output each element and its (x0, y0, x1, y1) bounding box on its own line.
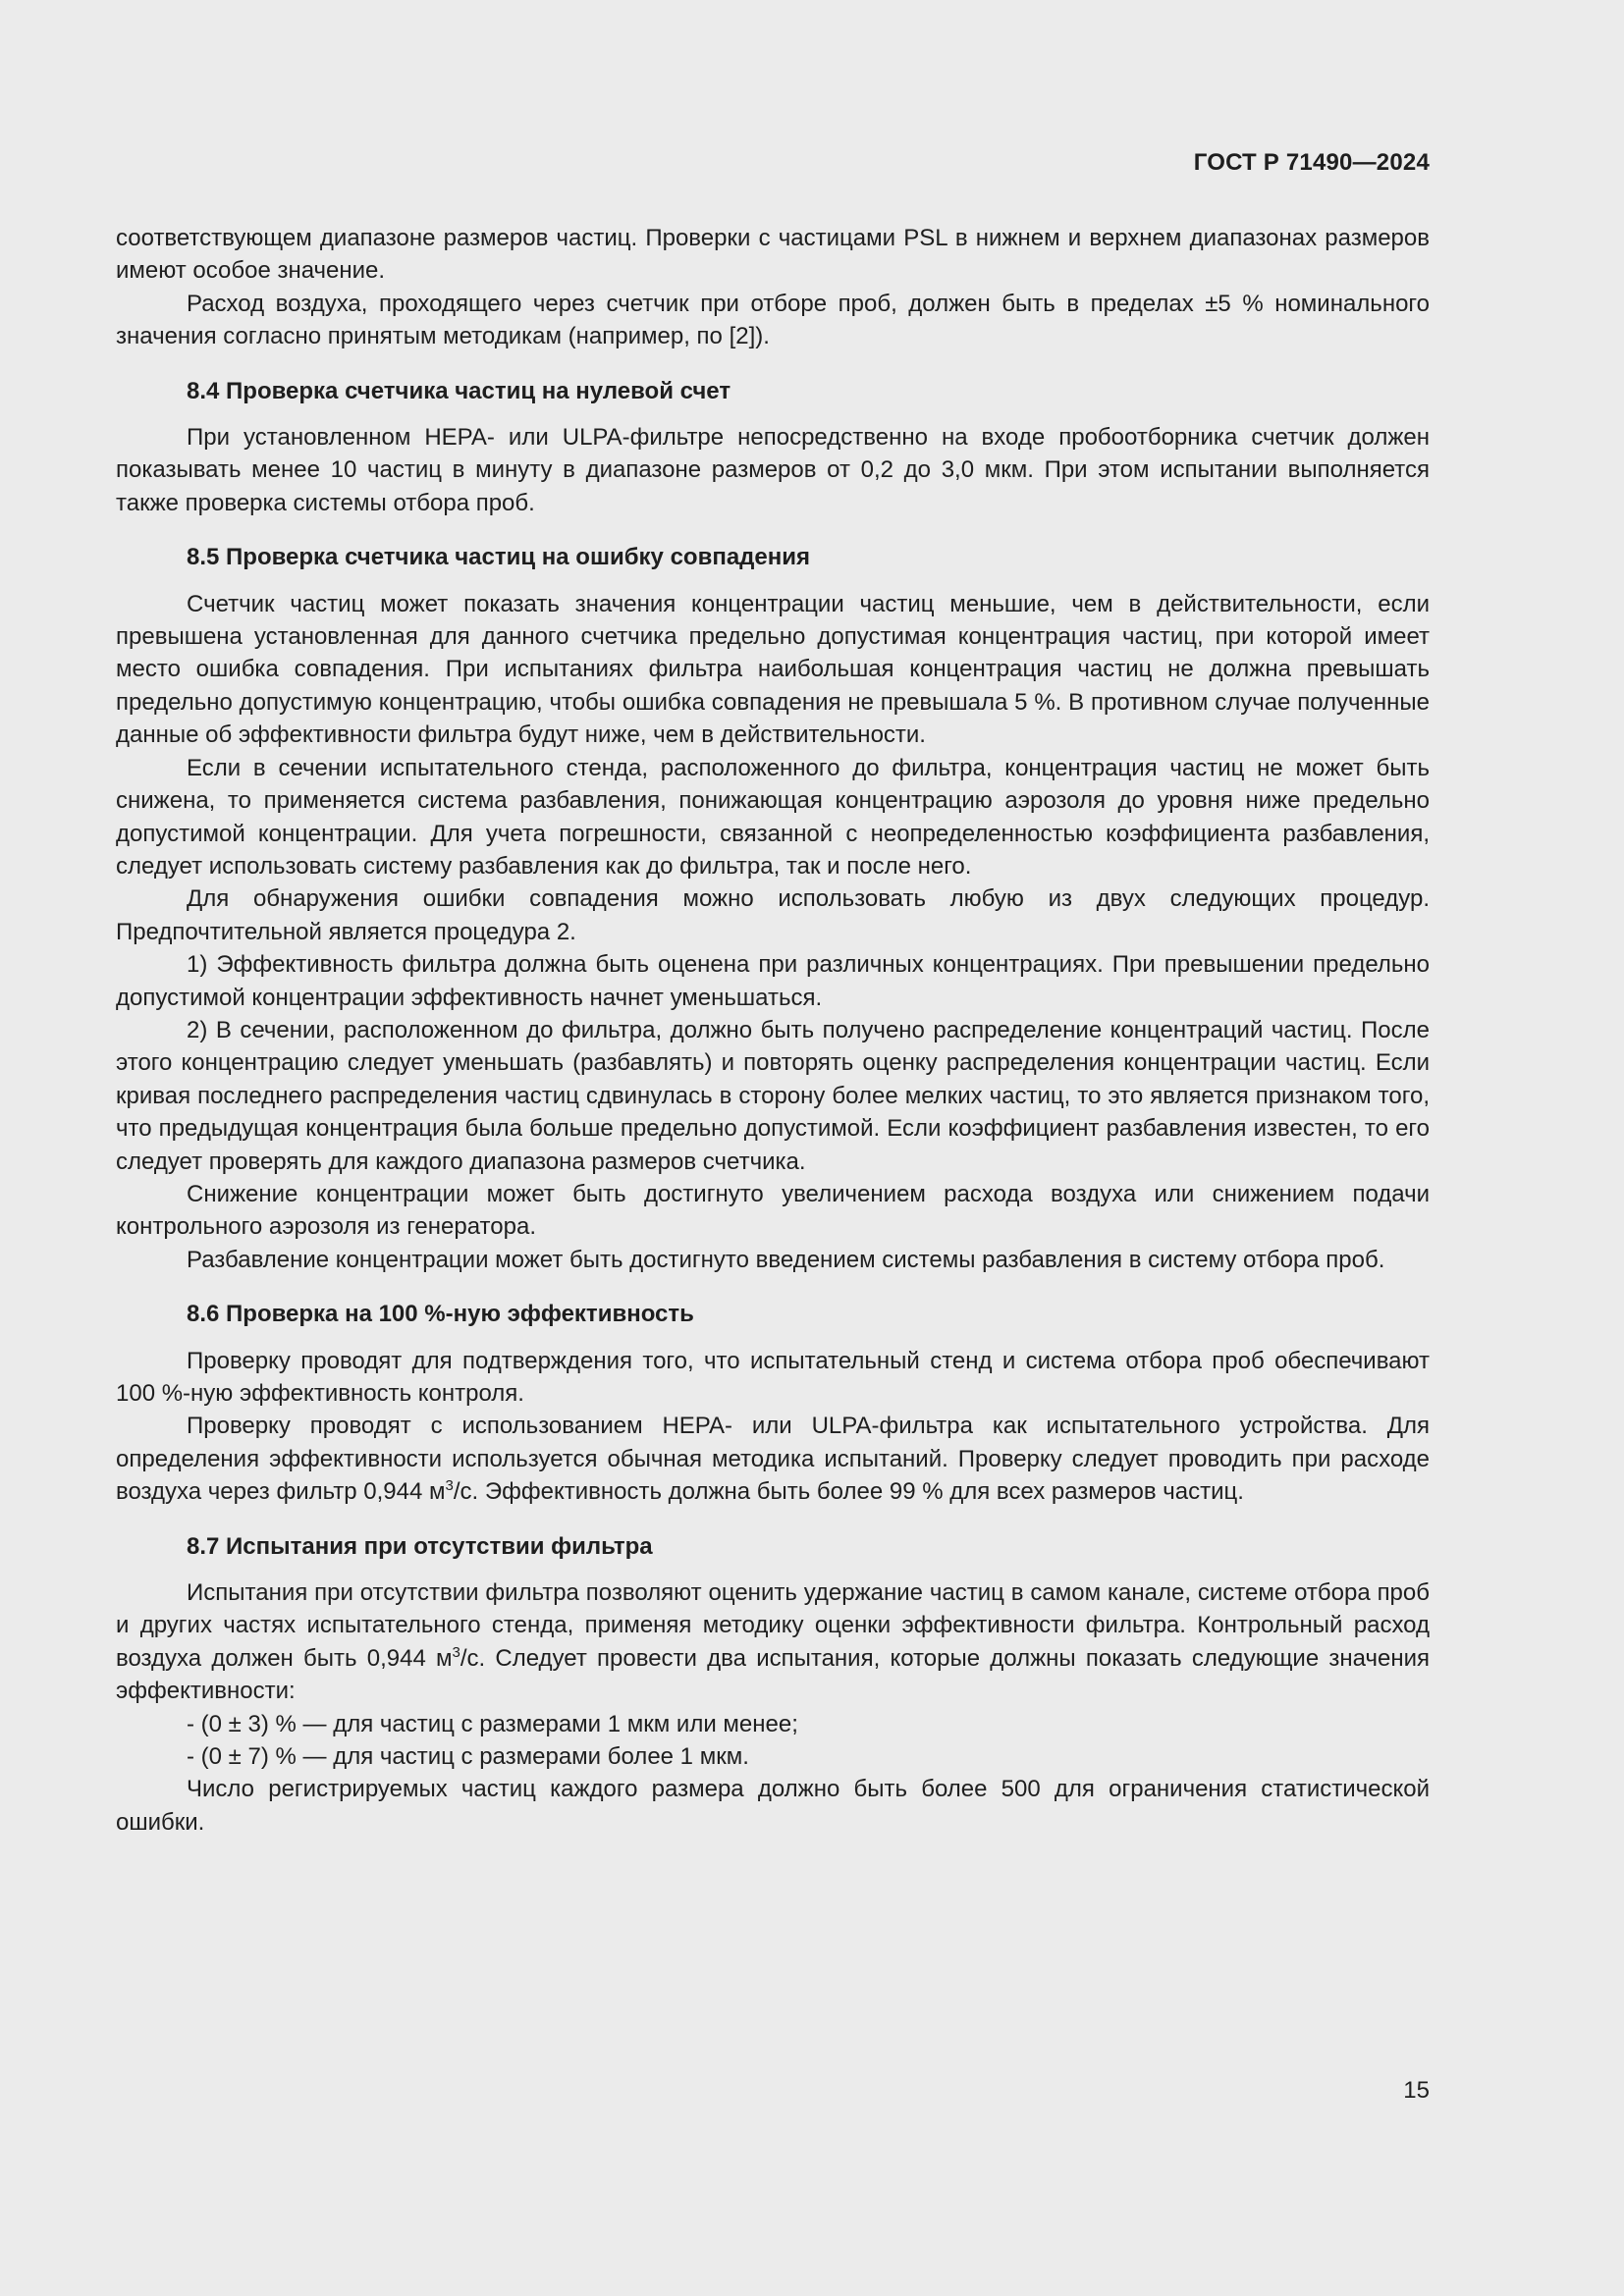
paragraph: При установленном HEPA- или ULPA-фильтре непосредственно на входе пробоотборника счетчик должен показывать менее 10 частиц в минуту в диапазоне размеров от 0,2 до 3,0 мкм. При этом испытании выполняется также проверка системы отбора проб. (116, 424, 1430, 516)
paragraph: Разбавление концентрации может быть достигнуто введением системы разбавления в систему отбора проб. (187, 1246, 1385, 1273)
numbered-item: 1) Эффективность фильтра должна быть оценена при различных концентрациях. При превышении предельно допустимой концентрации эффективность начнет уменьшаться. (116, 951, 1430, 1011)
page-number: 15 (1403, 2077, 1430, 2104)
list-item: - (0 ± 3) % — для частиц с размерами 1 мкм или менее; (187, 1710, 798, 1737)
document-code-header: ГОСТ Р 71490—2024 (1193, 149, 1430, 176)
paragraph (116, 1576, 1430, 1708)
paragraph (116, 1410, 1430, 1508)
paragraph: соответствующем диапазоне размеров частиц. Проверки с частицами PSL в нижнем и верхнем диапазонах размеров имеют особое значение. (116, 225, 1430, 285)
paragraph: Число регистрируемых частиц каждого размера должно быть более 500 для ограничения статистической ошибки. (116, 1776, 1430, 1836)
paragraph: Расход воздуха, проходящего через счетчик при отборе проб, должен быть в пределах ±5 % номинального значения согласно принятым методикам (например, по [2]). (116, 290, 1430, 350)
paragraph: Снижение концентрации может быть достигнуто увеличением расхода воздуха или снижением подачи контрольного аэрозоля из генератора. (116, 1180, 1430, 1241)
section-heading-8-4: 8.4 Проверка счетчика частиц на нулевой счет (187, 377, 731, 404)
paragraph: Счетчик частиц может показать значения концентрации частиц меньшие, чем в действительности, если превышена установленная для данного счетчика предельно допустимая концентрация частиц, при которой имеет место ошибка совпадения. При испытаниях фильтра наибольшая концентрация частиц не должна превышать предельно допустимую концентрацию, чтобы ошибка совпадения не превышала 5 %. В противном случае полученные данные об эффективности фильтра будут ниже, чем в действительности. (116, 590, 1430, 749)
paragraph: Проверку проводят для подтверждения того, что испытательный стенд и система отбора проб обеспечивают 100 %-ную эффективность контроля. (116, 1347, 1430, 1407)
section-heading-8-5: 8.5 Проверка счетчика частиц на ошибку совпадения (187, 544, 811, 571)
section-heading-8-6: 8.6 Проверка на 100 %-ную эффективность (187, 1301, 694, 1328)
paragraph: Если в сечении испытательного стенда, расположенного до фильтра, концентрация частиц не может быть снижена, то применяется система разбавления, понижающая концентрацию аэрозоля до уровня ниже предельно допустимой концентрации. Для учета погрешности, связанной с неопределенностью коэффициента разбавления, следует использовать систему разбавления как до фильтра, так и после него. (116, 754, 1430, 880)
page-body (116, 222, 1430, 1839)
list-item: - (0 ± 7) % — для частиц с размерами более 1 мкм. (187, 1743, 749, 1771)
text-run: Испытания при отсутствии фильтра позволяют оценить удержание частиц в самом канале, системе отбора проб и других частях испытательного стенда, применяя методику оценки эффективности фильтра. Контрольный расход воздуха должен быть 0,944 м (116, 1579, 1430, 1672)
text-run: /с. Эффективность должна быть более 99 % для всех размеров частиц. (453, 1478, 1244, 1506)
superscript: 3 (445, 1477, 454, 1495)
superscript: 3 (452, 1643, 460, 1661)
text-run: Проверку проводят с использованием HEPA- или ULPA-фильтра как испытательного устройства. Для определения эффективности используется обычная методика испытаний. Проверку следует проводить при расходе воздуха через фильтр 0,944 м (116, 1413, 1430, 1506)
paragraph: Для обнаружения ошибки совпадения можно использовать любую из двух следующих процедур. Предпочтительной является процедура 2. (116, 885, 1430, 945)
section-heading-8-7: 8.7 Испытания при отсутствии фильтра (187, 1532, 653, 1560)
numbered-item: 2) В сечении, расположенном до фильтра, должно быть получено распределение концентраций частиц. После этого концентрацию следует уменьшать (разбавлять) и повторять оценку распределения концентрации частиц. Если кривая последнего распределения частиц сдвинулась в сторону более мелких частиц, то это является признаком того, что предыдущая концентрация была больше предельно допустимой. Если коэффициент разбавления известен, то его следует проверять для каждого диапазона размеров счетчика. (116, 1016, 1430, 1175)
text-run: /с. Следует провести два испытания, которые должны показать следующие значения эффективности: (116, 1644, 1430, 1705)
